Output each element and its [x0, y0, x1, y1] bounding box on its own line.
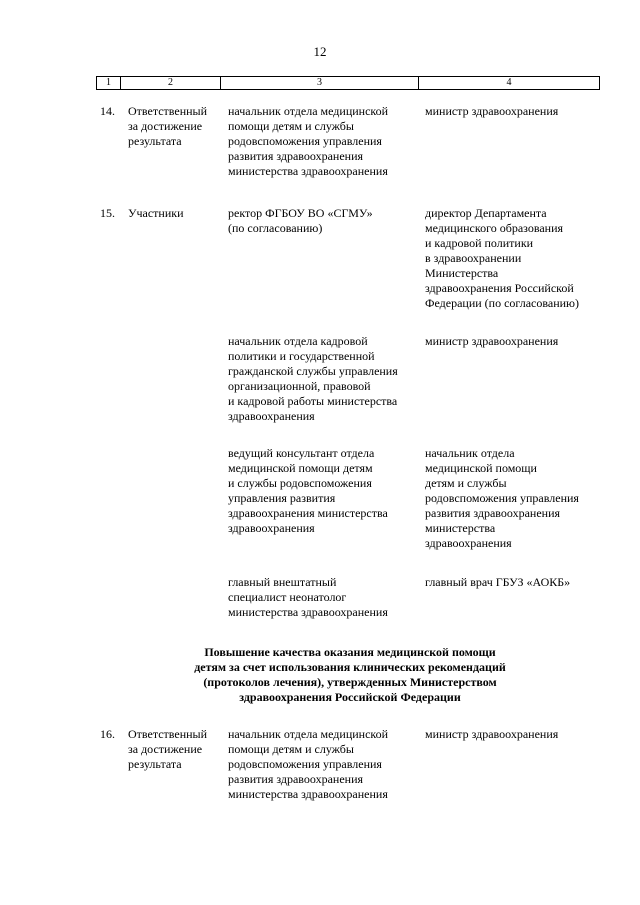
responsible-line: здравоохранения	[228, 409, 315, 423]
column-header-3: 3	[221, 77, 419, 89]
column-header-1: 1	[97, 77, 121, 89]
role-cell	[128, 206, 222, 221]
responsible-line: ректор ФГБОУ ВО «СГМУ»	[228, 206, 373, 220]
superior-cell	[425, 727, 605, 742]
responsible-cell	[228, 727, 414, 802]
column-header-row	[96, 76, 600, 90]
role-line: результата	[128, 757, 182, 771]
superior-line: родовспоможения управления	[425, 491, 579, 505]
responsible-line: родовспоможения управления	[228, 134, 382, 148]
superior-line: детям и службы	[425, 476, 507, 490]
section-title-line: здравоохранения Российской Федерации	[239, 690, 461, 704]
section-title-line: детям за счет использования клинических рекомендаций	[194, 660, 506, 674]
responsible-line: начальник отдела медицинской	[228, 727, 389, 741]
row-number: 16.	[100, 727, 115, 741]
responsible-line: развития здравоохранения	[228, 772, 364, 786]
responsible-line: помощи детям и службы	[228, 742, 354, 756]
role-line: Ответственный	[128, 727, 208, 741]
responsible-line: и службы родовспоможения	[228, 476, 372, 490]
responsible-line: министерства здравоохранения	[228, 605, 388, 619]
responsible-line: родовспоможения управления	[228, 757, 382, 771]
superior-line: главный врач ГБУЗ «АОКБ»	[425, 575, 571, 589]
superior-line: министр здравоохранения	[425, 334, 559, 348]
section-title-line: Повышение качества оказания медицинской помощи	[204, 645, 496, 659]
superior-cell	[425, 575, 605, 590]
responsible-line: начальник отдела медицинской	[228, 104, 389, 118]
role-cell	[128, 727, 222, 772]
superior-line: здравоохранения Российской	[425, 281, 574, 295]
responsible-line: политики и государственной	[228, 349, 375, 363]
superior-cell	[425, 206, 605, 311]
section-title	[130, 645, 570, 705]
column-header-2: 2	[121, 77, 221, 89]
responsible-line: министерства здравоохранения	[228, 164, 388, 178]
role-line: за достижение	[128, 119, 203, 133]
superior-line: и кадровой политики	[425, 236, 534, 250]
responsible-line: здравоохранения министерства	[228, 506, 388, 520]
superior-line: развития здравоохранения	[425, 506, 561, 520]
responsible-line: здравоохранения	[228, 521, 315, 535]
role-cell	[128, 104, 222, 149]
responsible-line: специалист неонатолог	[228, 590, 347, 604]
responsible-line: ведущий консультант отдела	[228, 446, 375, 460]
responsible-line: управления развития	[228, 491, 336, 505]
section-title-line: (протоколов лечения), утвержденных Министерством	[203, 675, 497, 689]
responsible-line: развития здравоохранения	[228, 149, 364, 163]
responsible-line: организационной, правовой	[228, 379, 371, 393]
role-line: Участники	[128, 206, 184, 220]
responsible-line: гражданской службы управления	[228, 364, 398, 378]
role-line: результата	[128, 134, 182, 148]
superior-line: медицинской помощи	[425, 461, 537, 475]
row-number: 15.	[100, 206, 115, 220]
superior-line: медицинского образования	[425, 221, 564, 235]
superior-cell	[425, 104, 605, 119]
responsible-line: (по согласованию)	[228, 221, 323, 235]
responsible-cell	[228, 446, 414, 536]
responsible-line: министерства здравоохранения	[228, 787, 388, 801]
superior-line: директор Департамента	[425, 206, 547, 220]
column-header-4: 4	[506, 77, 512, 88]
page-number: 12	[313, 44, 327, 59]
superior-line: Министерства	[425, 266, 499, 280]
superior-cell	[425, 446, 605, 551]
responsible-line: медицинской помощи детям	[228, 461, 373, 475]
responsible-cell	[228, 575, 414, 620]
superior-line: Федерации (по согласованию)	[425, 296, 580, 310]
superior-line: здравоохранения	[425, 536, 512, 550]
row-number: 14.	[100, 104, 115, 118]
superior-cell	[425, 334, 605, 349]
superior-line: в здравоохранении	[425, 251, 522, 265]
responsible-cell	[228, 104, 414, 179]
responsible-cell	[228, 206, 414, 236]
responsible-line: помощи детям и службы	[228, 119, 354, 133]
responsible-line: главный внештатный	[228, 575, 337, 589]
responsible-line: начальник отдела кадровой	[228, 334, 368, 348]
responsible-cell	[228, 334, 414, 424]
role-line: за достижение	[128, 742, 203, 756]
superior-line: министр здравоохранения	[425, 104, 559, 118]
role-line: Ответственный	[128, 104, 208, 118]
superior-line: министр здравоохранения	[425, 727, 559, 741]
responsible-line: и кадровой работы министерства	[228, 394, 398, 408]
superior-line: начальник отдела	[425, 446, 515, 460]
superior-line: министерства	[425, 521, 496, 535]
